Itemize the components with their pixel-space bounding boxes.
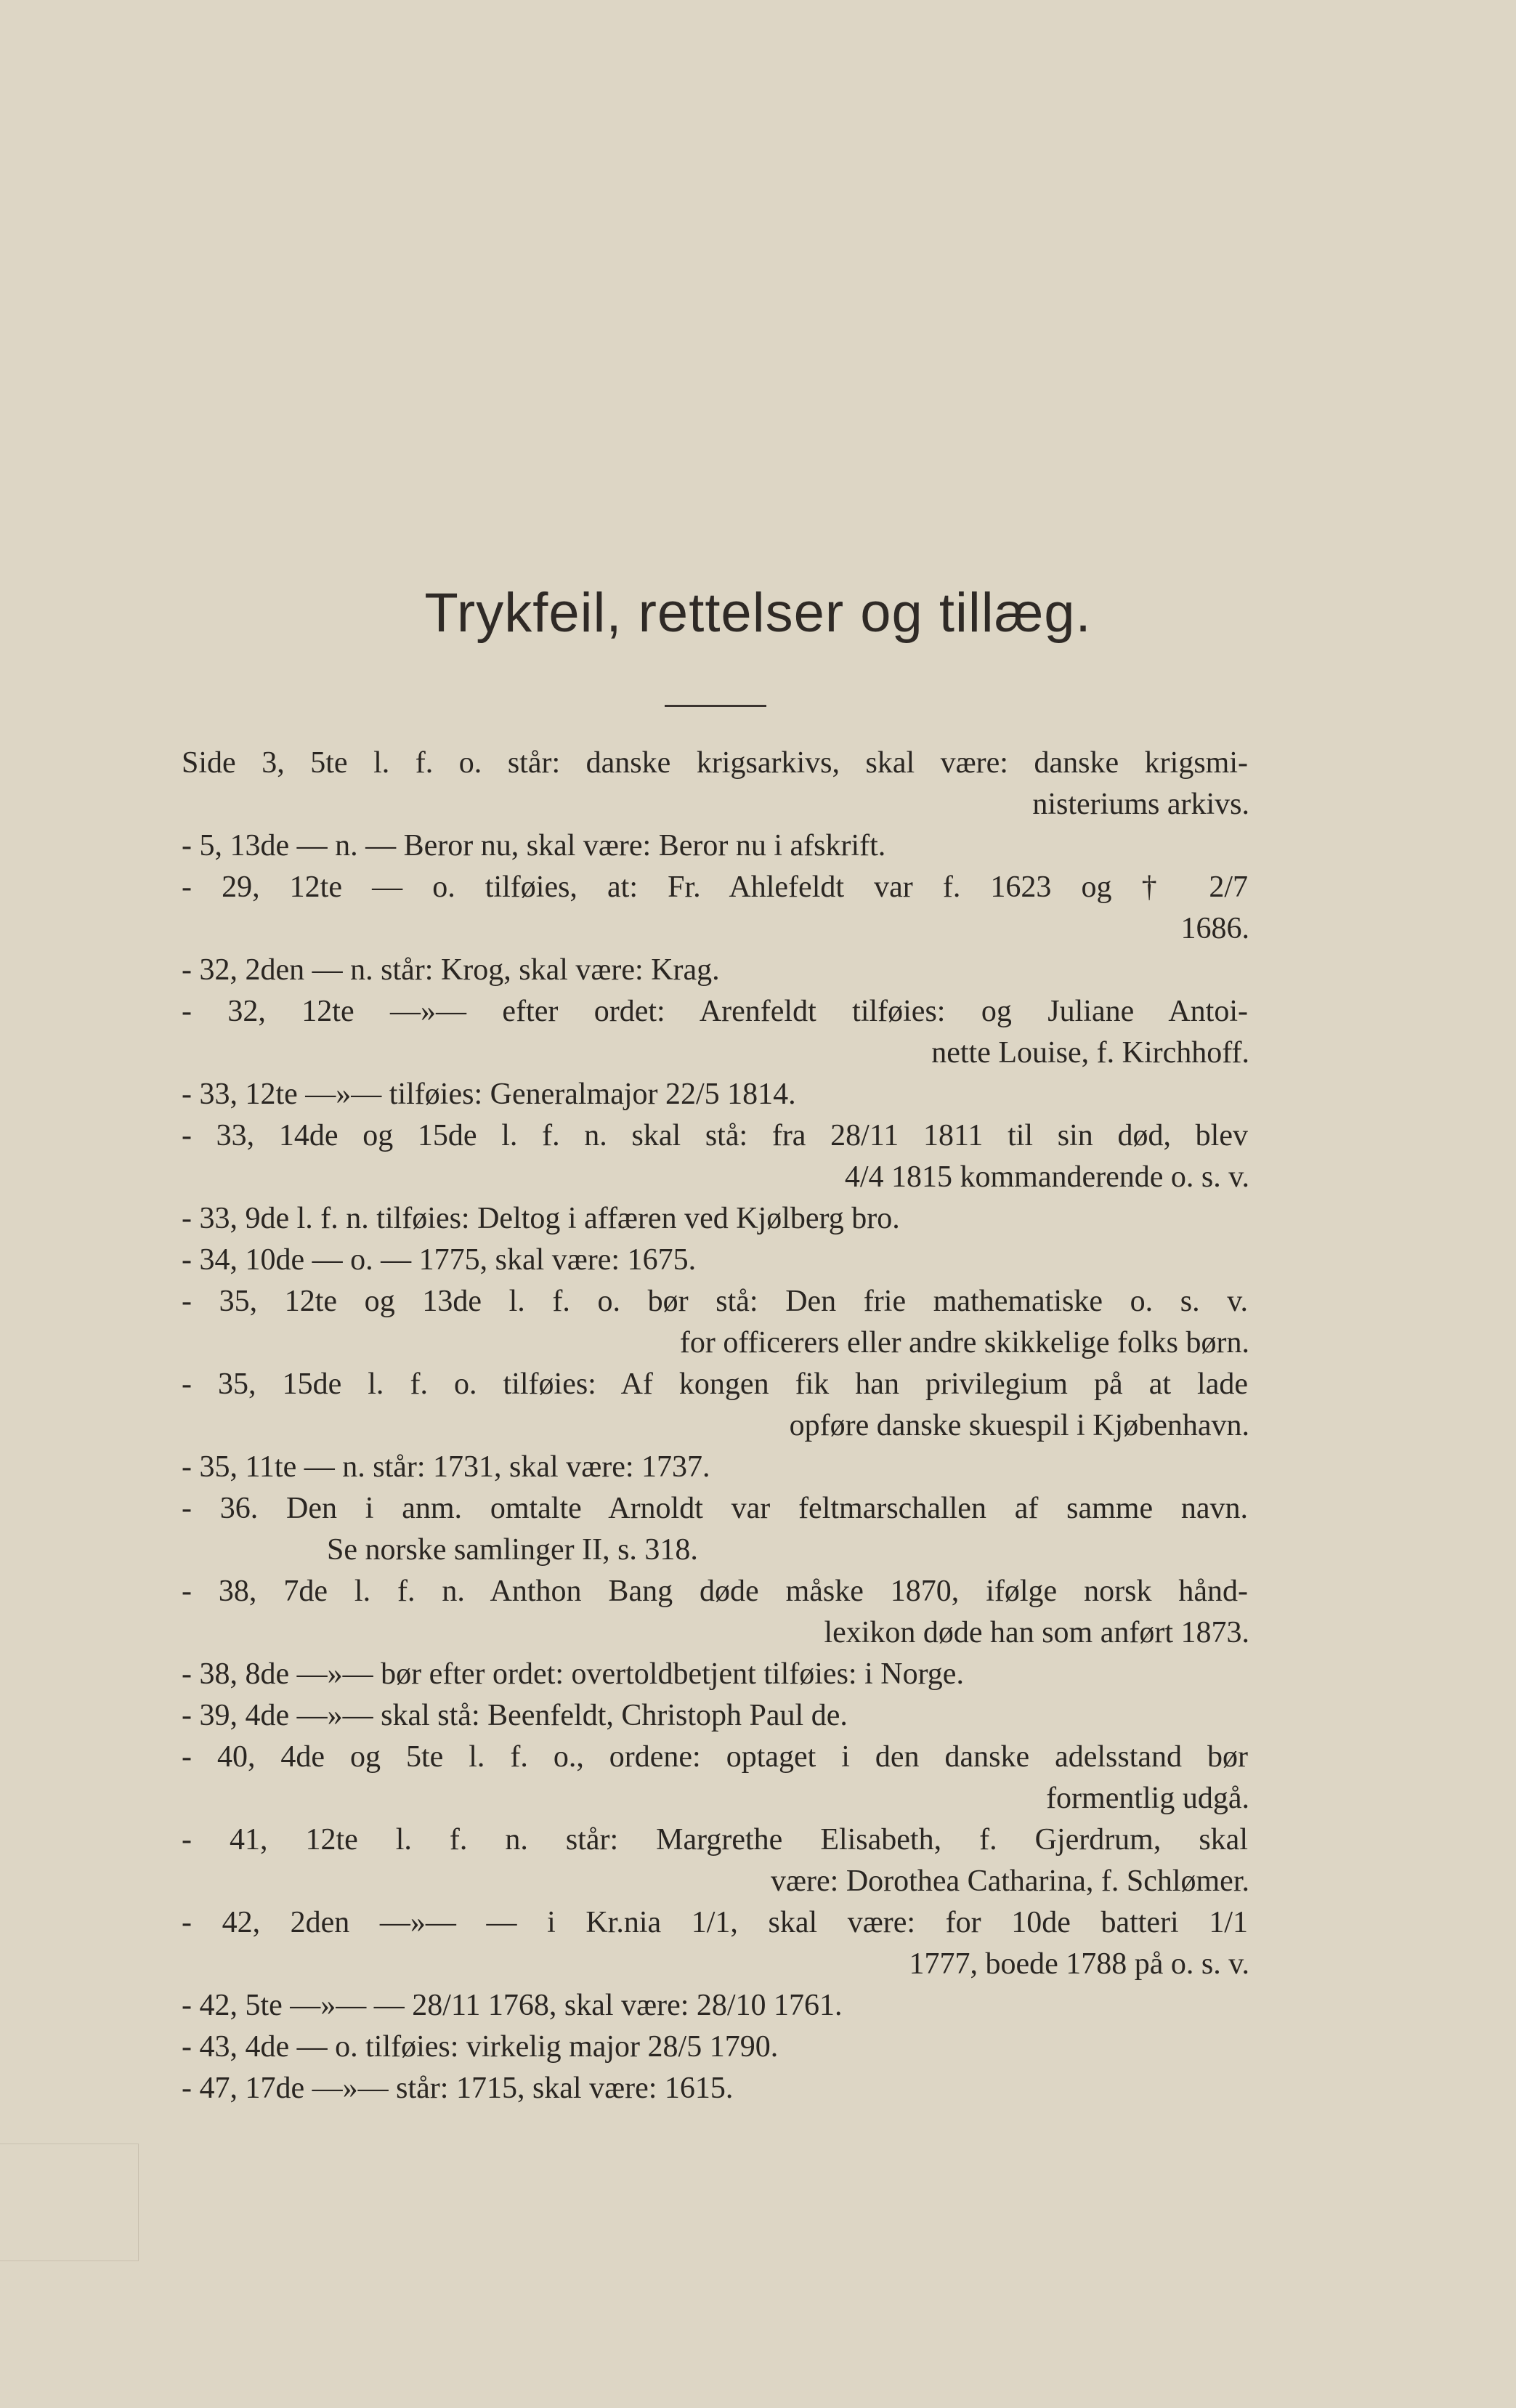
- entry: [182, 1819, 1249, 1902]
- entry: [182, 867, 1249, 950]
- entry-line: nisteriums arkivs.: [1032, 788, 1249, 821]
- entry-line: nette Louise, f. Kirchhoff.: [931, 1036, 1249, 1070]
- page-title: Trykfeil, rettelser og tillæg.: [424, 582, 1092, 644]
- entry-line: - 38, 7de l. f. n. Anthon Bang døde måske 1870, ifølge norsk hånd-: [182, 1575, 1248, 1608]
- entry: [182, 1240, 1249, 1281]
- entry-line: opføre danske skuespil i Kjøbenhavn.: [789, 1409, 1249, 1442]
- entry-line: - 42, 5te —»— — 28/11 1768, skal være: 28/10 1761.: [182, 1989, 843, 2022]
- entry-line: - 41, 12te l. f. n. står: Margrethe Elisabeth, f. Gjerdrum, skal: [182, 1823, 1248, 1856]
- entry-line: 4/4 1815 kommanderende o. s. v.: [844, 1160, 1249, 1194]
- entry-line: - 43, 4de — o. tilføies: virkelig major 28/5 1790.: [182, 2030, 779, 2064]
- entry-line: - 5, 13de — n. — Beror nu, skal være: Beror nu i afskrift.: [182, 829, 886, 862]
- title-rule: [665, 705, 766, 707]
- entry: [182, 950, 1249, 991]
- entry-line: Se norske samlinger II, s. 318.: [327, 1533, 698, 1567]
- entry: [182, 1198, 1249, 1240]
- entry-line: - 33, 9de l. f. n. tilføies: Deltog i affæren ved Kjølberg bro.: [182, 1202, 900, 1235]
- page-margin-mark: [0, 2144, 139, 2261]
- entry: [182, 1281, 1249, 1364]
- entry-line: - 47, 17de —»— står: 1715, skal være: 1615.: [182, 2072, 734, 2105]
- entry-line: - 38, 8de —»— bør efter ordet: overtoldbetjent tilføies: i Norge.: [182, 1657, 964, 1691]
- entry: [182, 1488, 1249, 1571]
- entry-line: - 34, 10de — o. — 1775, skal være: 1675.: [182, 1243, 697, 1277]
- entry: [182, 1364, 1249, 1447]
- entry-line: - 39, 4de —»— skal stå: Beenfeldt, Christoph Paul de.: [182, 1699, 848, 1732]
- entry-line: - 36. Den i anm. omtalte Arnoldt var feltmarschallen af samme navn.: [182, 1492, 1248, 1525]
- entry: [182, 1074, 1249, 1115]
- entry: [182, 1654, 1249, 1695]
- entry-line: - 32, 12te —»— efter ordet: Arenfeldt tilføies: og Juliane Antoi-: [182, 995, 1248, 1028]
- entry-line: Side 3, 5te l. f. o. står: danske krigsarkivs, skal være: danske krigsmi-: [182, 746, 1248, 780]
- entry-line: være: Dorothea Catharina, f. Schlømer.: [771, 1864, 1249, 1898]
- entry: [182, 1902, 1249, 1985]
- entry: [182, 2027, 1249, 2068]
- entry-line: - 33, 14de og 15de l. f. n. skal stå: fra 28/11 1811 til sin død, blev: [182, 1119, 1248, 1152]
- entry: [182, 1695, 1249, 1737]
- entry: [182, 825, 1249, 867]
- entry-line: for officerers eller andre skikkelige folks børn.: [679, 1326, 1249, 1359]
- entry-line: lexikon døde han som anført 1873.: [824, 1616, 1249, 1649]
- entry-line: formentlig udgå.: [1046, 1782, 1249, 1815]
- entry: [182, 991, 1249, 1074]
- entry: [182, 1115, 1249, 1198]
- entry-line: - 40, 4de og 5te l. f. o., ordene: optaget i den danske adelsstand bør: [182, 1740, 1248, 1774]
- entry-line: 1686.: [1180, 912, 1249, 945]
- entry-line: - 35, 12te og 13de l. f. o. bør stå: Den frie mathematiske o. s. v.: [182, 1285, 1248, 1318]
- entry: [182, 1571, 1249, 1654]
- entry-line: - 35, 11te — n. står: 1731, skal være: 1737.: [182, 1450, 710, 1484]
- entry: [182, 1985, 1249, 2027]
- entry: [182, 743, 1249, 825]
- entry: [182, 2068, 1249, 2109]
- entry-line: - 42, 2den —»— — i Kr.nia 1/1, skal være: for 10de batteri 1/1: [182, 1906, 1248, 1939]
- entry-line: - 35, 15de l. f. o. tilføies: Af kongen fik han privilegium på at lade: [182, 1367, 1248, 1401]
- entry-line: - 33, 12te —»— tilføies: Generalmajor 22/5 1814.: [182, 1078, 796, 1111]
- entry-line: - 29, 12te — o. tilføies, at: Fr. Ahlefeldt var f. 1623 og † 2/7: [182, 870, 1248, 904]
- entry-line: - 32, 2den — n. står: Krog, skal være: Krag.: [182, 953, 720, 987]
- entry-line: 1777, boede 1788 på o. s. v.: [909, 1947, 1249, 1981]
- entry: [182, 1447, 1249, 1488]
- entry: [182, 1737, 1249, 1819]
